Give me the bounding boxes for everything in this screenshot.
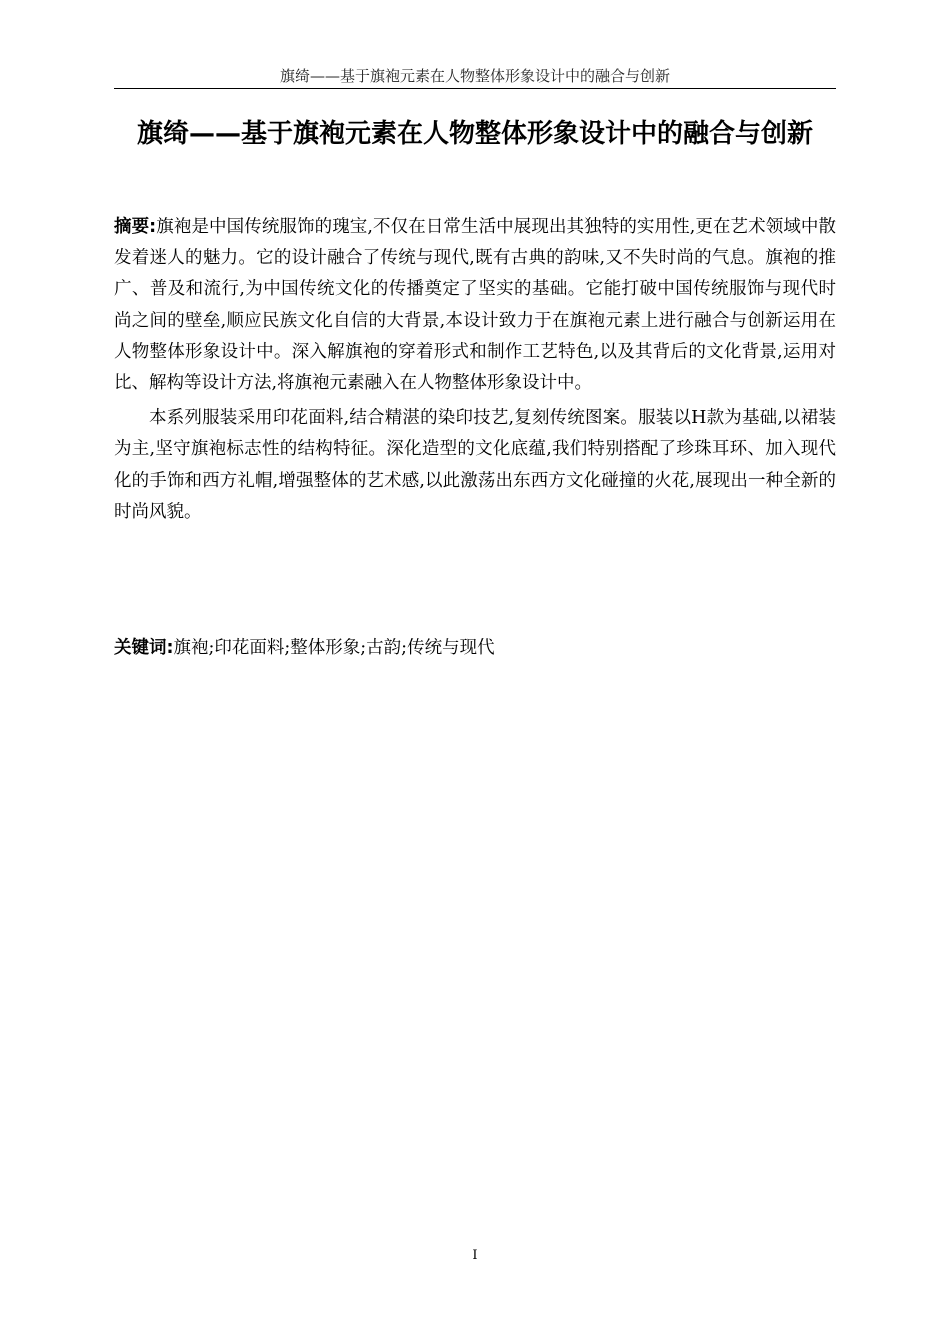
abstract-paragraph-2: 本系列服装采用印花面料,结合精湛的染印技艺,复刻传统图案。服装以H款为基础,以裙装为主,坚守旗袍标志性的结构特征。深化造型的文化底蕴,我们特别搭配了珍珠耳环、加入现代化的手饰和西方礼帽,增强整体的艺术感,以此激荡出东西方文化碰撞的火花,展现出一种全新的时尚风貌。 bbox=[114, 408, 836, 522]
header-divider bbox=[114, 88, 836, 89]
keywords-text: 旗袍;印花面料;整体形象;古韵;传统与现代 bbox=[173, 638, 495, 658]
abstract-text-1: 旗袍是中国传统服饰的瑰宝,不仅在日常生活中展现出其独特的实用性,更在艺术领域中散发着迷人的魅力。它的设计融合了传统与现代,既有古典的韵味,又不失时尚的气息。旗袍的推广、普及和流行,为中国传统文化的传播奠定了坚实的基础。它能打破中国传统服饰与现代时尚之间的壁垒,顺应民族文化自信的大背景,本设计致力于在旗袍元素上进行融合与创新运用在人物整体形象设计中。深入解旗袍的穿着形式和制作工艺特色,以及其背后的文化背景,运用对比、解构等设计方法,将旗袍元素融入在人物整体形象设计中。 bbox=[114, 217, 837, 394]
abstract-paragraph-1 bbox=[114, 212, 836, 399]
keywords-label: 关键词: bbox=[114, 638, 174, 658]
running-header: 旗绮——基于旗袍元素在人物整体形象设计中的融合与创新 bbox=[279, 67, 670, 85]
document-title: 旗绮——基于旗袍元素在人物整体形象设计中的融合与创新 bbox=[136, 119, 813, 149]
abstract-section bbox=[114, 212, 836, 528]
keywords-line bbox=[114, 634, 836, 662]
page-number: I bbox=[472, 1248, 478, 1263]
abstract-label: 摘要: bbox=[114, 217, 157, 237]
